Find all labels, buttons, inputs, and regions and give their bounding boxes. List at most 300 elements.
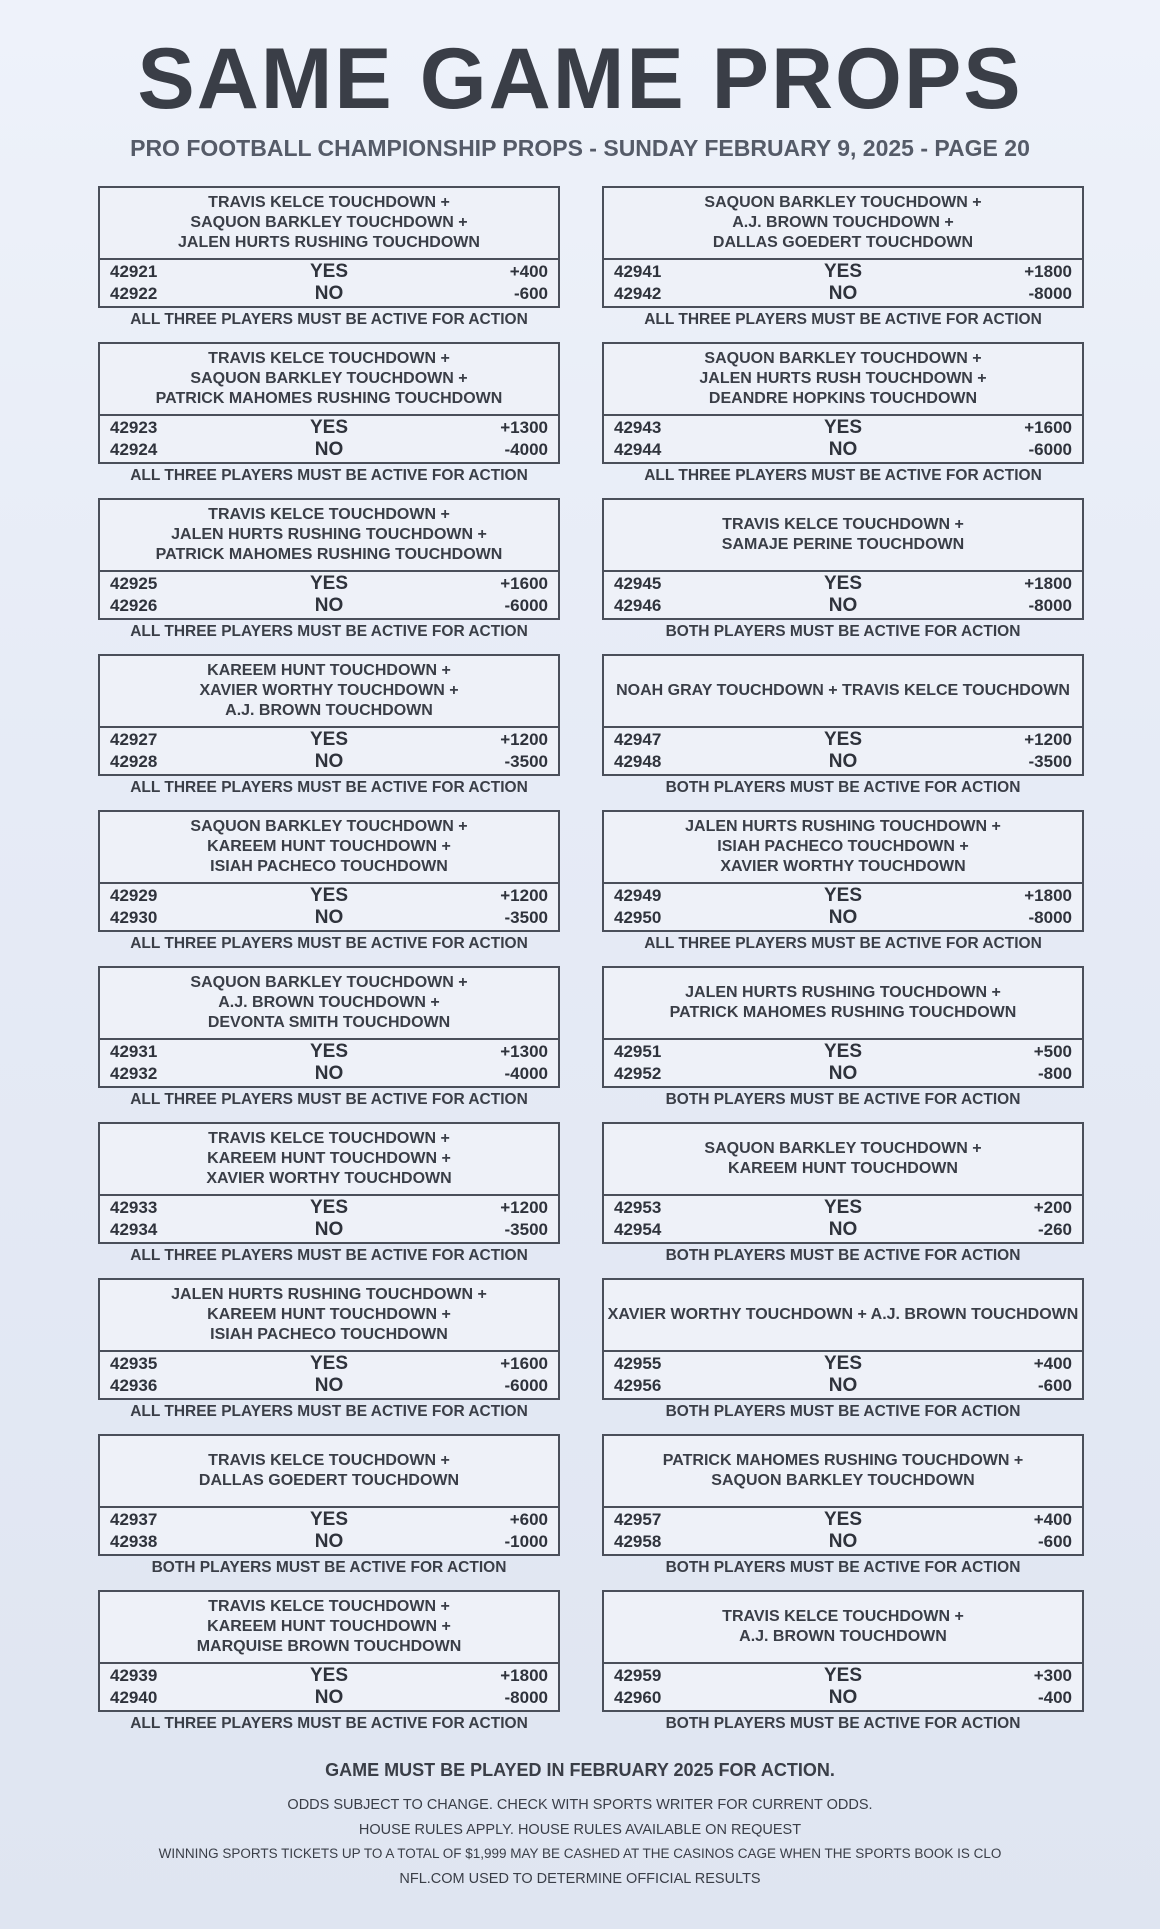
rotation-number: 42958 xyxy=(614,1532,662,1551)
prop-card xyxy=(602,186,1084,342)
odds-value: +1200 xyxy=(500,730,548,749)
prop-yes-row xyxy=(604,1353,1082,1375)
prop-options xyxy=(604,1664,1082,1710)
odds-value: -400 xyxy=(1037,1688,1072,1707)
prop-no-row xyxy=(604,907,1082,929)
prop-no-row xyxy=(604,1687,1082,1709)
odds-value: -8000 xyxy=(1028,596,1072,615)
prop-yes-row xyxy=(604,729,1082,751)
prop-card xyxy=(98,1590,560,1746)
prop-no-row xyxy=(604,751,1082,773)
answer-label: YES xyxy=(823,417,863,438)
prop-description-line: JALEN HURTS RUSHING TOUCHDOWN + xyxy=(685,818,1001,835)
rotation-number: 42953 xyxy=(614,1198,662,1217)
prop-action-note: ALL THREE PLAYERS MUST BE ACTIVE FOR ACTION xyxy=(130,1091,528,1108)
prop-description-line: TRAVIS KELCE TOUCHDOWN + xyxy=(208,194,450,211)
prop-yes-row xyxy=(100,417,558,439)
prop-box xyxy=(98,1434,560,1556)
prop-options xyxy=(604,416,1082,462)
footer-cashing-note: WINNING SPORTS TICKETS UP TO A TOTAL OF $1,999 MAY BE CASHED AT THE CASINOS CAGE WHEN THE SPORTS BOOK IS CLO xyxy=(158,1846,1002,1861)
prop-card xyxy=(98,1434,560,1590)
prop-description xyxy=(100,968,558,1040)
odds-value: -600 xyxy=(1037,1532,1072,1551)
answer-label: YES xyxy=(309,1197,349,1218)
rotation-number: 42937 xyxy=(110,1510,158,1529)
answer-label: NO xyxy=(828,751,858,772)
prop-yes-row xyxy=(604,417,1082,439)
prop-options xyxy=(100,728,558,774)
prop-yes-row xyxy=(604,1665,1082,1687)
rotation-number: 42934 xyxy=(110,1220,158,1239)
answer-label: NO xyxy=(828,283,858,304)
prop-description xyxy=(604,1124,1082,1196)
prop-no-row xyxy=(604,1531,1082,1553)
rotation-number: 42954 xyxy=(614,1220,662,1239)
rotation-number: 42931 xyxy=(110,1042,158,1061)
prop-description-line: KAREEM HUNT TOUCHDOWN + xyxy=(207,1306,451,1323)
rotation-number: 42928 xyxy=(110,752,158,771)
answer-label: YES xyxy=(309,1041,349,1062)
prop-options xyxy=(100,572,558,618)
prop-yes-row xyxy=(100,1197,558,1219)
answer-label: NO xyxy=(314,283,344,304)
prop-description xyxy=(100,812,558,884)
prop-description-line: ISIAH PACHECO TOUCHDOWN xyxy=(210,1326,448,1343)
prop-no-row xyxy=(604,1375,1082,1397)
answer-label: NO xyxy=(828,439,858,460)
rotation-number: 42959 xyxy=(614,1666,662,1685)
footer-action-rule: GAME MUST BE PLAYED IN FEBRUARY 2025 FOR ACTION. xyxy=(325,1760,835,1780)
prop-description-line: KAREEM HUNT TOUCHDOWN xyxy=(728,1160,958,1177)
prop-action-note: ALL THREE PLAYERS MUST BE ACTIVE FOR ACTION xyxy=(130,1715,528,1732)
prop-no-row xyxy=(604,595,1082,617)
prop-options xyxy=(100,1664,558,1710)
prop-yes-row xyxy=(604,1197,1082,1219)
answer-label: YES xyxy=(309,573,349,594)
prop-description xyxy=(100,1592,558,1664)
prop-no-row xyxy=(100,1219,558,1241)
odds-value: +1800 xyxy=(1024,262,1072,281)
prop-description-line: PATRICK MAHOMES RUSHING TOUCHDOWN xyxy=(155,390,503,407)
prop-description-line: DEVONTA SMITH TOUCHDOWN xyxy=(207,1014,451,1031)
rotation-number: 42936 xyxy=(110,1376,158,1395)
prop-action-note: ALL THREE PLAYERS MUST BE ACTIVE FOR ACTION xyxy=(644,467,1042,484)
odds-value: +400 xyxy=(509,262,548,281)
footer-odds-note: ODDS SUBJECT TO CHANGE. CHECK WITH SPORTS WRITER FOR CURRENT ODDS. xyxy=(287,1797,873,1813)
prop-options xyxy=(100,1508,558,1554)
prop-description-line: JALEN HURTS RUSHING TOUCHDOWN + xyxy=(171,526,487,543)
prop-description-line: JALEN HURTS RUSHING TOUCHDOWN xyxy=(178,234,480,251)
answer-label: YES xyxy=(309,1509,349,1530)
prop-box xyxy=(602,342,1084,464)
prop-action-note: ALL THREE PLAYERS MUST BE ACTIVE FOR ACTION xyxy=(130,1403,528,1420)
prop-options xyxy=(604,1352,1082,1398)
prop-box xyxy=(602,1122,1084,1244)
answer-label: NO xyxy=(828,1375,858,1396)
prop-description-line: DALLAS GOEDERT TOUCHDOWN xyxy=(712,234,974,251)
odds-value: +1600 xyxy=(500,1354,548,1373)
prop-description-line: SAQUON BARKLEY TOUCHDOWN xyxy=(711,1472,975,1489)
prop-options xyxy=(604,260,1082,306)
prop-description-line: XAVIER WORTHY TOUCHDOWN + A.J. BROWN TOUCHDOWN xyxy=(607,1306,1079,1323)
answer-label: NO xyxy=(314,1375,344,1396)
prop-box xyxy=(602,1590,1084,1712)
prop-no-row xyxy=(100,1063,558,1085)
prop-description xyxy=(100,656,558,728)
prop-action-note: ALL THREE PLAYERS MUST BE ACTIVE FOR ACTION xyxy=(130,1247,528,1264)
prop-no-row xyxy=(100,595,558,617)
prop-box xyxy=(602,810,1084,932)
prop-description-line: XAVIER WORTHY TOUCHDOWN xyxy=(206,1170,452,1187)
prop-description-line: JALEN HURTS RUSH TOUCHDOWN + xyxy=(699,370,987,387)
answer-label: NO xyxy=(314,907,344,928)
prop-no-row xyxy=(100,1375,558,1397)
odds-value: +1600 xyxy=(1024,418,1072,437)
prop-options xyxy=(604,1196,1082,1242)
prop-description-line: A.J. BROWN TOUCHDOWN + xyxy=(218,994,440,1011)
prop-action-note: BOTH PLAYERS MUST BE ACTIVE FOR ACTION xyxy=(665,1715,1021,1732)
odds-value: -3500 xyxy=(504,1220,548,1239)
odds-value: +1800 xyxy=(1024,886,1072,905)
rotation-number: 42933 xyxy=(110,1198,158,1217)
prop-action-note: ALL THREE PLAYERS MUST BE ACTIVE FOR ACTION xyxy=(644,935,1042,952)
odds-value: +300 xyxy=(1033,1666,1072,1685)
odds-value: +400 xyxy=(1033,1510,1072,1529)
prop-description xyxy=(604,500,1082,572)
prop-yes-row xyxy=(100,885,558,907)
rotation-number: 42927 xyxy=(110,730,158,749)
answer-label: YES xyxy=(309,417,349,438)
rotation-number: 42926 xyxy=(110,596,158,615)
prop-box xyxy=(98,966,560,1088)
prop-no-row xyxy=(100,1687,558,1709)
prop-card xyxy=(602,1278,1084,1434)
prop-card xyxy=(98,498,560,654)
prop-box xyxy=(98,186,560,308)
prop-options xyxy=(604,884,1082,930)
prop-yes-row xyxy=(100,1665,558,1687)
answer-label: NO xyxy=(314,1531,344,1552)
rotation-number: 42921 xyxy=(110,262,158,281)
answer-label: NO xyxy=(828,1219,858,1240)
prop-no-row xyxy=(604,439,1082,461)
prop-action-note: BOTH PLAYERS MUST BE ACTIVE FOR ACTION xyxy=(665,779,1021,796)
rotation-number: 42945 xyxy=(614,574,662,593)
prop-box xyxy=(98,810,560,932)
prop-yes-row xyxy=(100,1509,558,1531)
props-grid xyxy=(98,186,1084,1746)
answer-label: YES xyxy=(823,729,863,750)
prop-yes-row xyxy=(604,261,1082,283)
odds-value: -6000 xyxy=(1028,440,1072,459)
odds-value: -600 xyxy=(513,284,548,303)
answer-label: YES xyxy=(823,1665,863,1686)
prop-description xyxy=(100,1436,558,1508)
rotation-number: 42960 xyxy=(614,1688,662,1707)
prop-description-line: TRAVIS KELCE TOUCHDOWN + xyxy=(208,1452,450,1469)
prop-box xyxy=(98,498,560,620)
prop-description xyxy=(604,1280,1082,1352)
prop-box xyxy=(98,342,560,464)
prop-description xyxy=(604,656,1082,728)
rotation-number: 42946 xyxy=(614,596,662,615)
prop-box xyxy=(98,1122,560,1244)
prop-box xyxy=(602,1434,1084,1556)
prop-no-row xyxy=(604,1063,1082,1085)
odds-value: -3500 xyxy=(1028,752,1072,771)
prop-card xyxy=(98,810,560,966)
rotation-number: 42938 xyxy=(110,1532,158,1551)
answer-label: NO xyxy=(314,595,344,616)
prop-description-line: A.J. BROWN TOUCHDOWN xyxy=(739,1628,947,1645)
prop-card xyxy=(98,186,560,342)
prop-action-note: ALL THREE PLAYERS MUST BE ACTIVE FOR ACTION xyxy=(130,935,528,952)
prop-description xyxy=(604,188,1082,260)
prop-description-line: SAMAJE PERINE TOUCHDOWN xyxy=(721,536,965,553)
rotation-number: 42929 xyxy=(110,886,158,905)
prop-description-line: KAREEM HUNT TOUCHDOWN + xyxy=(207,838,451,855)
rotation-number: 42957 xyxy=(614,1510,662,1529)
prop-description-line: A.J. BROWN TOUCHDOWN + xyxy=(732,214,954,231)
rotation-number: 42922 xyxy=(110,284,158,303)
footer-results-source: NFL.COM USED TO DETERMINE OFFICIAL RESULTS xyxy=(399,1871,761,1887)
rotation-number: 42939 xyxy=(110,1666,158,1685)
odds-value: -8000 xyxy=(1028,908,1072,927)
odds-value: -600 xyxy=(1037,1376,1072,1395)
odds-value: +1200 xyxy=(500,886,548,905)
prop-box xyxy=(98,1278,560,1400)
prop-no-row xyxy=(100,907,558,929)
answer-label: YES xyxy=(823,573,863,594)
odds-value: +1200 xyxy=(1024,730,1072,749)
prop-description xyxy=(100,344,558,416)
prop-box xyxy=(602,186,1084,308)
prop-options xyxy=(604,1040,1082,1086)
prop-description-line: NOAH GRAY TOUCHDOWN + TRAVIS KELCE TOUCHDOWN xyxy=(616,682,1070,699)
prop-options xyxy=(604,1508,1082,1554)
odds-value: -6000 xyxy=(504,596,548,615)
odds-value: -8000 xyxy=(1028,284,1072,303)
prop-description xyxy=(604,1436,1082,1508)
rotation-number: 42950 xyxy=(614,908,662,927)
prop-description-line: ISIAH PACHECO TOUCHDOWN xyxy=(210,858,448,875)
odds-value: +1800 xyxy=(500,1666,548,1685)
odds-value: -6000 xyxy=(504,1376,548,1395)
prop-box xyxy=(602,654,1084,776)
odds-value: +500 xyxy=(1033,1042,1072,1061)
prop-description-line: A.J. BROWN TOUCHDOWN xyxy=(225,702,433,719)
prop-yes-row xyxy=(100,729,558,751)
prop-card xyxy=(98,1122,560,1278)
prop-yes-row xyxy=(604,573,1082,595)
rotation-number: 42952 xyxy=(614,1064,662,1083)
odds-value: +1300 xyxy=(500,1042,548,1061)
prop-description-line: DALLAS GOEDERT TOUCHDOWN xyxy=(198,1472,460,1489)
odds-value: -1000 xyxy=(504,1532,548,1551)
rotation-number: 42943 xyxy=(614,418,662,437)
prop-yes-row xyxy=(604,1041,1082,1063)
prop-no-row xyxy=(100,283,558,305)
rotation-number: 42951 xyxy=(614,1042,662,1061)
answer-label: YES xyxy=(823,261,863,282)
prop-no-row xyxy=(604,1219,1082,1241)
prop-description-line: DEANDRE HOPKINS TOUCHDOWN xyxy=(708,390,978,407)
prop-description-line: MARQUISE BROWN TOUCHDOWN xyxy=(196,1638,462,1655)
prop-card xyxy=(602,654,1084,810)
prop-action-note: BOTH PLAYERS MUST BE ACTIVE FOR ACTION xyxy=(665,1091,1021,1108)
answer-label: YES xyxy=(823,1197,863,1218)
prop-action-note: BOTH PLAYERS MUST BE ACTIVE FOR ACTION xyxy=(665,1247,1021,1264)
answer-label: YES xyxy=(309,261,349,282)
prop-description xyxy=(604,968,1082,1040)
prop-action-note: BOTH PLAYERS MUST BE ACTIVE FOR ACTION xyxy=(665,1403,1021,1420)
prop-description-line: KAREEM HUNT TOUCHDOWN + xyxy=(207,1618,451,1635)
prop-description-line: SAQUON BARKLEY TOUCHDOWN + xyxy=(704,194,982,211)
answer-label: NO xyxy=(314,1219,344,1240)
prop-card xyxy=(602,1434,1084,1590)
rotation-number: 42924 xyxy=(110,440,158,459)
odds-value: +1200 xyxy=(500,1198,548,1217)
answer-label: YES xyxy=(309,729,349,750)
prop-no-row xyxy=(100,439,558,461)
prop-card xyxy=(602,498,1084,654)
odds-value: +1300 xyxy=(500,418,548,437)
prop-description-line: PATRICK MAHOMES RUSHING TOUCHDOWN xyxy=(669,1004,1017,1021)
answer-label: NO xyxy=(828,595,858,616)
prop-description-line: TRAVIS KELCE TOUCHDOWN + xyxy=(722,516,964,533)
answer-label: YES xyxy=(823,885,863,906)
odds-value: +600 xyxy=(509,1510,548,1529)
prop-description-line: SAQUON BARKLEY TOUCHDOWN + xyxy=(190,818,468,835)
prop-description xyxy=(100,1124,558,1196)
page-subtitle: PRO FOOTBALL CHAMPIONSHIP PROPS - SUNDAY FEBRUARY 9, 2025 - PAGE 20 xyxy=(130,135,1030,161)
answer-label: NO xyxy=(828,1687,858,1708)
prop-card xyxy=(602,810,1084,966)
prop-action-note: ALL THREE PLAYERS MUST BE ACTIVE FOR ACTION xyxy=(130,779,528,796)
answer-label: NO xyxy=(314,1063,344,1084)
prop-action-note: BOTH PLAYERS MUST BE ACTIVE FOR ACTION xyxy=(665,623,1021,640)
answer-label: YES xyxy=(823,1353,863,1374)
odds-value: +1800 xyxy=(1024,574,1072,593)
prop-options xyxy=(100,260,558,306)
rotation-number: 42932 xyxy=(110,1064,158,1083)
odds-value: -8000 xyxy=(504,1688,548,1707)
answer-label: NO xyxy=(314,439,344,460)
rotation-number: 42923 xyxy=(110,418,158,437)
prop-action-note: ALL THREE PLAYERS MUST BE ACTIVE FOR ACTION xyxy=(130,311,528,328)
prop-card xyxy=(602,966,1084,1122)
answer-label: YES xyxy=(823,1509,863,1530)
prop-options xyxy=(604,572,1082,618)
answer-label: NO xyxy=(828,1531,858,1552)
prop-yes-row xyxy=(100,1041,558,1063)
prop-description-line: PATRICK MAHOMES RUSHING TOUCHDOWN xyxy=(155,546,503,563)
answer-label: NO xyxy=(828,1063,858,1084)
prop-yes-row xyxy=(604,885,1082,907)
prop-card xyxy=(98,654,560,810)
prop-description-line: SAQUON BARKLEY TOUCHDOWN + xyxy=(704,1140,982,1157)
prop-options xyxy=(100,1196,558,1242)
prop-box xyxy=(602,1278,1084,1400)
prop-yes-row xyxy=(100,261,558,283)
rotation-number: 42940 xyxy=(110,1688,158,1707)
rotation-number: 42956 xyxy=(614,1376,662,1395)
prop-description xyxy=(604,344,1082,416)
rotation-number: 42944 xyxy=(614,440,662,459)
prop-description-line: JALEN HURTS RUSHING TOUCHDOWN + xyxy=(171,1286,487,1303)
odds-value: -800 xyxy=(1037,1064,1072,1083)
answer-label: NO xyxy=(314,1687,344,1708)
prop-options xyxy=(100,1040,558,1086)
prop-yes-row xyxy=(100,1353,558,1375)
prop-action-note: ALL THREE PLAYERS MUST BE ACTIVE FOR ACTION xyxy=(644,311,1042,328)
odds-value: +1600 xyxy=(500,574,548,593)
prop-description xyxy=(604,1592,1082,1664)
prop-no-row xyxy=(604,283,1082,305)
answer-label: NO xyxy=(314,751,344,772)
prop-description-line: SAQUON BARKLEY TOUCHDOWN + xyxy=(190,214,468,231)
prop-card xyxy=(98,342,560,498)
prop-card xyxy=(98,1278,560,1434)
prop-description-line: TRAVIS KELCE TOUCHDOWN + xyxy=(208,506,450,523)
prop-options xyxy=(100,884,558,930)
rotation-number: 42935 xyxy=(110,1354,158,1373)
prop-description-line: SAQUON BARKLEY TOUCHDOWN + xyxy=(190,370,468,387)
prop-description-line: TRAVIS KELCE TOUCHDOWN + xyxy=(722,1608,964,1625)
prop-description-line: TRAVIS KELCE TOUCHDOWN + xyxy=(208,1130,450,1147)
prop-box xyxy=(602,498,1084,620)
prop-description-line: TRAVIS KELCE TOUCHDOWN + xyxy=(208,350,450,367)
prop-description xyxy=(100,188,558,260)
prop-yes-row xyxy=(604,1509,1082,1531)
prop-description-line: JALEN HURTS RUSHING TOUCHDOWN + xyxy=(685,984,1001,1001)
prop-description-line: SAQUON BARKLEY TOUCHDOWN + xyxy=(190,974,468,991)
prop-action-note: ALL THREE PLAYERS MUST BE ACTIVE FOR ACTION xyxy=(130,623,528,640)
rotation-number: 42948 xyxy=(614,752,662,771)
prop-yes-row xyxy=(100,573,558,595)
prop-description-line: ISIAH PACHECO TOUCHDOWN + xyxy=(717,838,969,855)
prop-card xyxy=(602,342,1084,498)
answer-label: YES xyxy=(309,885,349,906)
prop-box xyxy=(98,654,560,776)
odds-value: -3500 xyxy=(504,752,548,771)
prop-description-line: XAVIER WORTHY TOUCHDOWN xyxy=(720,858,966,875)
prop-no-row xyxy=(100,1531,558,1553)
rotation-number: 42941 xyxy=(614,262,662,281)
prop-description-line: PATRICK MAHOMES RUSHING TOUCHDOWN + xyxy=(662,1452,1024,1469)
answer-label: YES xyxy=(309,1353,349,1374)
odds-value: -260 xyxy=(1037,1220,1072,1239)
prop-description-line: SAQUON BARKLEY TOUCHDOWN + xyxy=(704,350,982,367)
page-title: SAME GAME PROPS xyxy=(137,31,1023,127)
prop-card xyxy=(602,1122,1084,1278)
prop-description-line: XAVIER WORTHY TOUCHDOWN + xyxy=(199,682,459,699)
prop-description xyxy=(100,500,558,572)
prop-box xyxy=(602,966,1084,1088)
rotation-number: 42949 xyxy=(614,886,662,905)
prop-description-line: KAREEM HUNT TOUCHDOWN + xyxy=(207,1150,451,1167)
rotation-number: 42925 xyxy=(110,574,158,593)
prop-description-line: TRAVIS KELCE TOUCHDOWN + xyxy=(208,1598,450,1615)
prop-card xyxy=(602,1590,1084,1746)
odds-value: -3500 xyxy=(504,908,548,927)
prop-action-note: BOTH PLAYERS MUST BE ACTIVE FOR ACTION xyxy=(665,1559,1021,1576)
prop-card xyxy=(98,966,560,1122)
odds-value: -4000 xyxy=(504,1064,548,1083)
answer-label: YES xyxy=(309,1665,349,1686)
prop-action-note: ALL THREE PLAYERS MUST BE ACTIVE FOR ACTION xyxy=(130,467,528,484)
rotation-number: 42930 xyxy=(110,908,158,927)
